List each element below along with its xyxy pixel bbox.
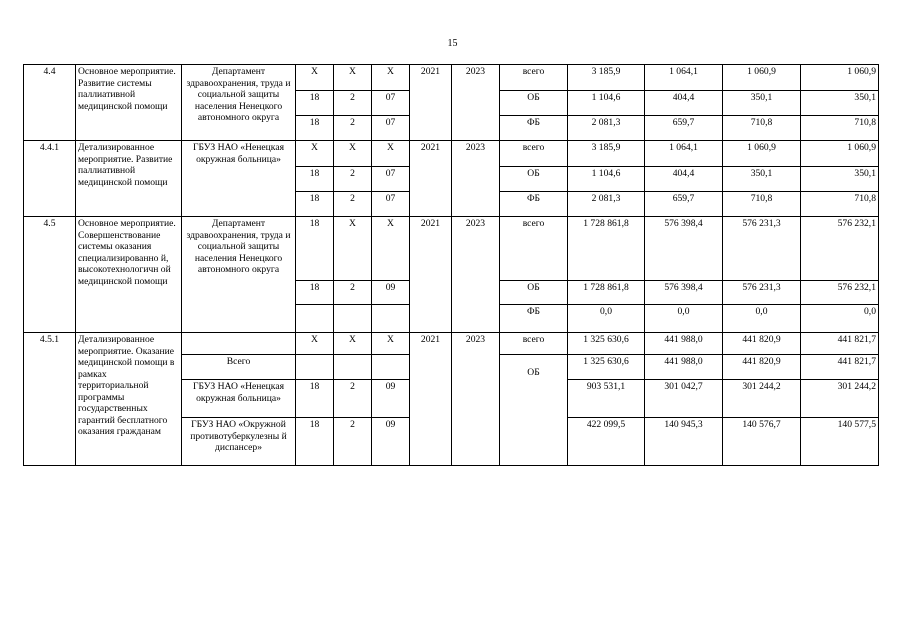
row-number: 4.4 [24,65,76,141]
table-row [24,333,879,355]
value-cell: 710,8 [801,192,879,217]
value-cell: 1 060,9 [723,65,801,91]
value-cell: 1 064,1 [645,65,723,91]
executor [182,333,296,355]
value-cell: 1 728 861,8 [568,281,645,305]
funding-source: ОБ [500,355,568,466]
code-cell: Х [296,333,334,355]
value-cell: 3 185,9 [568,65,645,91]
code-cell: Х [296,65,334,91]
value-cell: 576 232,1 [801,217,879,281]
page-number: 15 [447,38,458,49]
value-cell: 140 576,7 [723,418,801,466]
value-cell: 659,7 [645,192,723,217]
code-cell: Х [372,333,410,355]
value-cell: 1 060,9 [801,65,879,91]
code-cell: Х [334,333,372,355]
value-cell: 1 325 630,6 [568,355,645,380]
measure-name: Основное мероприятие. Совершенствование системы оказания специализированно й, высокотехнологичн ой медицинской помощи [76,217,182,333]
value-cell: 1 104,6 [568,167,645,192]
value-cell: 0,0 [801,305,879,333]
value-cell: 576 231,3 [723,217,801,281]
value-cell: 1 104,6 [568,91,645,116]
value-cell: 301 042,7 [645,380,723,418]
code-cell [334,355,372,380]
executor: ГБУЗ НАО «Ненецкая окружная больница» [182,141,296,217]
value-cell: 0,0 [645,305,723,333]
code-cell: 2 [334,418,372,466]
funding-source: ФБ [500,192,568,217]
value-cell: 441 988,0 [645,333,723,355]
code-cell: Х [334,141,372,167]
measure-name: Основное мероприятие. Развитие системы паллиативной медицинской помощи [76,65,182,141]
code-cell: 18 [296,380,334,418]
measure-name: Детализированное мероприятие. Оказание медицинской помощи в рамках территориальной программы государственных гарантий бесплатного оказания гражданам [76,333,182,466]
value-cell: 1 064,1 [645,141,723,167]
value-cell: 3 185,9 [568,141,645,167]
value-cell: 350,1 [723,167,801,192]
code-cell: Х [372,217,410,281]
value-cell: 140 577,5 [801,418,879,466]
funding-source: ОБ [500,167,568,192]
code-cell: 2 [334,91,372,116]
funding-source: ФБ [500,116,568,141]
funding-source: всего [500,217,568,281]
code-cell: 07 [372,91,410,116]
value-cell: 576 398,4 [645,217,723,281]
end-year: 2023 [452,141,500,217]
value-cell: 404,4 [645,167,723,192]
value-cell: 350,1 [801,167,879,192]
value-cell: 441 821,7 [801,355,879,380]
code-cell: 07 [372,116,410,141]
value-cell: 2 081,3 [568,116,645,141]
code-cell: Х [372,65,410,91]
funding-source: ОБ [500,281,568,305]
code-cell: 18 [296,217,334,281]
table-row [24,65,879,91]
value-cell: 1 325 630,6 [568,333,645,355]
value-cell: 140 945,3 [645,418,723,466]
value-cell: 301 244,2 [723,380,801,418]
executor: ГБУЗ НАО «Окружной противотуберкулезны й диспансер» [182,418,296,466]
funding-source: всего [500,141,568,167]
value-cell: 350,1 [801,91,879,116]
value-cell: 441 820,9 [723,355,801,380]
executor: ГБУЗ НАО «Ненецкая окружная больница» [182,380,296,418]
start-year: 2021 [410,217,452,333]
code-cell: 09 [372,281,410,305]
start-year: 2021 [410,333,452,466]
code-cell: 18 [296,192,334,217]
code-cell: 18 [296,91,334,116]
executor: Департамент здравоохранения, труда и социальной защиты населения Ненецкого автономного округа [182,217,296,333]
value-cell: 1 728 861,8 [568,217,645,281]
value-cell: 441 820,9 [723,333,801,355]
code-cell: 2 [334,116,372,141]
value-cell: 441 821,7 [801,333,879,355]
code-cell: Х [296,141,334,167]
row-number: 4.4.1 [24,141,76,217]
value-cell: 0,0 [723,305,801,333]
value-cell: 350,1 [723,91,801,116]
value-cell: 576 398,4 [645,281,723,305]
value-cell: 441 988,0 [645,355,723,380]
code-cell: 09 [372,418,410,466]
table-row [24,217,879,281]
value-cell: 301 244,2 [801,380,879,418]
start-year: 2021 [410,65,452,141]
value-cell: 903 531,1 [568,380,645,418]
value-cell: 404,4 [645,91,723,116]
funding-source: ФБ [500,305,568,333]
code-cell [372,305,410,333]
funding-source: всего [500,333,568,355]
code-cell: 07 [372,167,410,192]
value-cell: 576 231,3 [723,281,801,305]
value-cell: 0,0 [568,305,645,333]
value-cell: 710,8 [801,116,879,141]
value-cell: 710,8 [723,116,801,141]
code-cell: 18 [296,281,334,305]
value-cell: 422 099,5 [568,418,645,466]
value-cell: 710,8 [723,192,801,217]
start-year: 2021 [410,141,452,217]
code-cell: 18 [296,167,334,192]
code-cell [296,355,334,380]
code-cell [334,305,372,333]
code-cell: 09 [372,380,410,418]
code-cell: 2 [334,380,372,418]
end-year: 2023 [452,217,500,333]
program-table [23,64,879,466]
end-year: 2023 [452,333,500,466]
row-number: 4.5 [24,217,76,333]
executor: Департамент здравоохранения, труда и социальной защиты населения Ненецкого автономного округа [182,65,296,141]
row-number: 4.5.1 [24,333,76,466]
value-cell: 2 081,3 [568,192,645,217]
end-year: 2023 [452,65,500,141]
value-cell: 659,7 [645,116,723,141]
value-cell: 1 060,9 [723,141,801,167]
code-cell: 07 [372,192,410,217]
table-row [24,141,879,167]
code-cell: Х [334,65,372,91]
code-cell [296,305,334,333]
value-cell: 1 060,9 [801,141,879,167]
code-cell: 18 [296,418,334,466]
measure-name: Детализированное мероприятие. Развитие паллиативной медицинской помощи [76,141,182,217]
code-cell: 2 [334,281,372,305]
executor: Всего [182,355,296,380]
code-cell: Х [334,217,372,281]
code-cell: 2 [334,192,372,217]
code-cell: 18 [296,116,334,141]
code-cell: 2 [334,167,372,192]
code-cell: Х [372,141,410,167]
funding-source: всего [500,65,568,91]
code-cell [372,355,410,380]
value-cell: 576 232,1 [801,281,879,305]
funding-source: ОБ [500,91,568,116]
